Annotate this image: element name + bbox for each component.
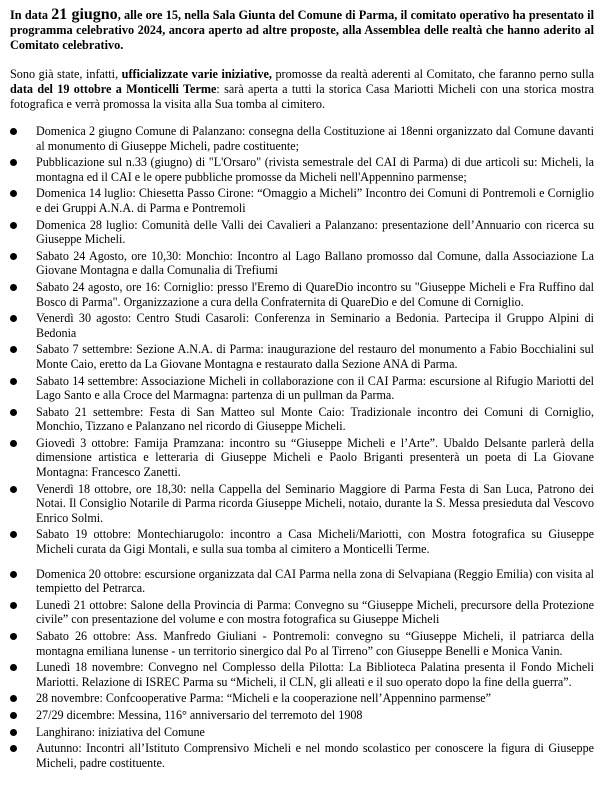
event-item: [10, 280, 594, 309]
document-page: [10, 7, 594, 772]
event-text: Pubblicazione sul n.33 (giugno) di "L'Orsaro" (rivista semestrale del CAI di Parma) di due articoli su: Micheli, la montagna ed il CAI e le opere pubbliche promosse da Micheli nell'Appennino parmense;: [36, 155, 594, 184]
intro-paragraph: [10, 7, 594, 53]
bullet-icon: [10, 745, 17, 752]
bullet-icon: [10, 664, 17, 671]
event-text: 27/29 dicembre: Messina, 116° anniversario del terremoto del 1908: [36, 707, 363, 722]
event-text: Sabato 24 Agosto, ore 10,30: Monchio: Incontro al Lago Ballano promosso dal Comune, dalla Associazione La Giovane Montagna e dalla Comunalia di Trefiumi: [36, 248, 594, 278]
initiatives-text-a: Sono già state, infatti,: [10, 67, 122, 81]
event-item: [10, 436, 594, 480]
event-text: Domenica 28 luglio: Comunità delle Valli dei Cavalieri a Palanzano: presentazione dell’Annuario con ricerca su Giuseppe Micheli.: [36, 217, 594, 247]
event-text: Sabato 21 settembre: Festa di San Matteo sul Monte Caio: Tradizionale incontro dei Comuni di Corniglio, Monchio, Tizzano e Palanzano nel ricordo di Giuseppe Micheli.: [36, 404, 594, 434]
event-text: Giovedì 3 ottobre: Famija Pramzana: incontro su “Giuseppe Micheli e l’Arte”. Ubaldo Delsante parlerà della dimensione artistica e letteraria di Giuseppe Micheli e Paolo Briganti presenterà un poeta di La Giovane Montagna: Francesco Zanetti.: [36, 435, 594, 480]
event-text: Sabato 14 settembre: Associazione Micheli in collaborazione con il CAI Parma: escursione al Rifugio Mariotti del Lago Santo e alla Croce del Marmagna: partenza di un pullman da Parma.: [36, 373, 594, 403]
event-item: [10, 527, 594, 556]
event-text: Lunedì 18 novembre: Convegno nel Complesso della Pilotta: La Biblioteca Palatina presenta il Fondo Micheli Mariotti. Relazione di ISREC Parma su “Micheli, il CLN, gli alleati e il suo operato dopo la fine della guerra”.: [36, 660, 594, 689]
event-item: [10, 218, 594, 247]
event-text: Sabato 24 agosto, ore 16: Corniglio: presso l'Eremo di QuareDio incontro su "Giuseppe Micheli e Fra Ruffino dal Bosco di Parma". Organizzazione a cura della Confraternita di QuareDio e del Comune di Corniglio.: [36, 279, 594, 309]
event-item: [10, 598, 594, 627]
event-text: Domenica 2 giugno Comune di Palanzano: consegna della Costituzione ai 18enni organizzato dal Comune davanti al monumento di Giuseppe Micheli, padre costituente;: [36, 124, 594, 153]
event-item: [10, 405, 594, 434]
bullet-icon: [10, 128, 17, 135]
bullet-icon: [10, 633, 17, 640]
initiatives-text-e: : sarà aperta a tutti la storica Casa Mariotti Micheli con una storica mostra fotografica e verrà promossa la visita alla Sua tomba al cimitero.: [10, 82, 594, 111]
event-item: [10, 691, 594, 706]
event-item: [10, 311, 594, 340]
event-item: [10, 249, 594, 278]
event-item: [10, 186, 594, 215]
event-item: [10, 567, 594, 596]
event-text: Sabato 7 settembre: Sezione A.N.A. di Parma: inaugurazione del restauro del monumento a Fabio Bocchialini sul Monte Caio, eretto da La Giovane Montagna e restaurato dalla Sezione ANA di Parma.: [36, 342, 594, 371]
bullet-icon: [10, 531, 17, 538]
event-text: Venerdì 18 ottobre, ore 18,30: nella Cappella del Seminario Maggiore di Parma Festa di San Luca, Patrono dei Notai. Il Consiglio Notarile di Parma ricorda Giuseppe Micheli, notaio, durante la S. Messa presieduta dal Vescovo Enrico Solmi.: [36, 481, 594, 525]
bullet-icon: [10, 315, 17, 322]
event-item: [10, 482, 594, 526]
bullet-icon: [10, 190, 17, 197]
bullet-icon: [10, 346, 17, 353]
bullet-icon: [10, 409, 17, 416]
initiatives-paragraph: [10, 67, 594, 112]
bullet-icon: [10, 486, 17, 493]
bullet-icon: [10, 695, 17, 702]
event-text: Venerdì 30 agosto: Centro Studi Casaroli: Conferenza in Seminario a Bedonia. Partecipa il Gruppo Alpini di Bedonia: [36, 311, 594, 340]
event-text: Langhirano: iniziativa del Comune: [36, 724, 205, 739]
events-list: [10, 124, 594, 770]
event-text: Domenica 14 luglio: Chiesetta Passo Cirone: “Omaggio a Micheli” Incontro dei Comuni di Pontremoli e Corniglio e dei Gruppi A.N.A. di Parma e Pontremoli: [36, 186, 594, 215]
bullet-icon: [10, 378, 17, 385]
initiatives-text-b: ufficializzate varie iniziative,: [121, 67, 272, 81]
intro-text-start: In data: [10, 8, 52, 22]
event-text: Autunno: Incontri all’Istituto Comprensivo Micheli e nel mondo scolastico per conoscere la figura di Giuseppe Micheli, padre costituente.: [36, 741, 594, 770]
bullet-icon: [10, 222, 17, 229]
event-item: [10, 708, 594, 723]
bullet-icon: [10, 729, 17, 736]
event-text: Sabato 26 ottobre: Ass. Manfredo Giuliani - Pontremoli: convegno su “Giuseppe Micheli, il patriarca della montagna emiliana lunense - un territorio sinergico dal Po al Tirreno” con Giuseppe Benelli e Monica Vanin.: [36, 629, 594, 658]
bullet-icon: [10, 159, 17, 166]
event-text: Sabato 19 ottobre: Montechiarugolo: incontro a Casa Micheli/Mariotti, con Mostra fotografica su Giuseppe Micheli curata da Gigi Montali, e sulla sua tomba al cimitero a Monticelli Terme.: [36, 527, 594, 557]
event-item: [10, 629, 594, 658]
event-text: 28 novembre: Confcooperative Parma: “Micheli e la cooperazione nell’Appennino parmense”: [36, 691, 492, 706]
bullet-icon: [10, 284, 17, 291]
intro-date: 21 giugno: [51, 6, 118, 23]
initiatives-key-date: data del 19 ottobre a Monticelli Terme: [10, 82, 217, 96]
bullet-icon: [10, 571, 17, 578]
event-item: [10, 155, 594, 184]
bullet-icon: [10, 253, 17, 260]
event-text: Lunedì 21 ottobre: Salone della Provincia di Parma: Convegno su “Giuseppe Micheli, precursore della Protezione civile” con presentazione del volume e con mostra fotografica su Giuseppe Micheli: [36, 597, 594, 627]
intro-text-end: , alle ore 15, nella Sala Giunta del Comune di Parma, il comitato operativo ha presentato il programma celebrativo 2024, ancora aperto ad altre proposte, alla Assemblea delle realtà che hanno aderito al Comitato celebrativo.: [10, 8, 594, 52]
event-item: [10, 342, 594, 371]
event-item: [10, 741, 594, 770]
bullet-icon: [10, 602, 17, 609]
event-item: [10, 374, 594, 403]
bullet-icon: [10, 712, 17, 719]
event-item: [10, 660, 594, 689]
event-text: Domenica 20 ottobre: escursione organizzata dal CAI Parma nella zona di Selvapiana (Reggio Emilia) con visita al tempietto del Petrarca.: [36, 566, 594, 596]
event-item: [10, 124, 594, 153]
initiatives-text-c: promosse da realtà aderenti al Comitato, che faranno perno sulla: [271, 67, 594, 81]
bullet-icon: [10, 440, 17, 447]
event-item: [10, 725, 594, 740]
